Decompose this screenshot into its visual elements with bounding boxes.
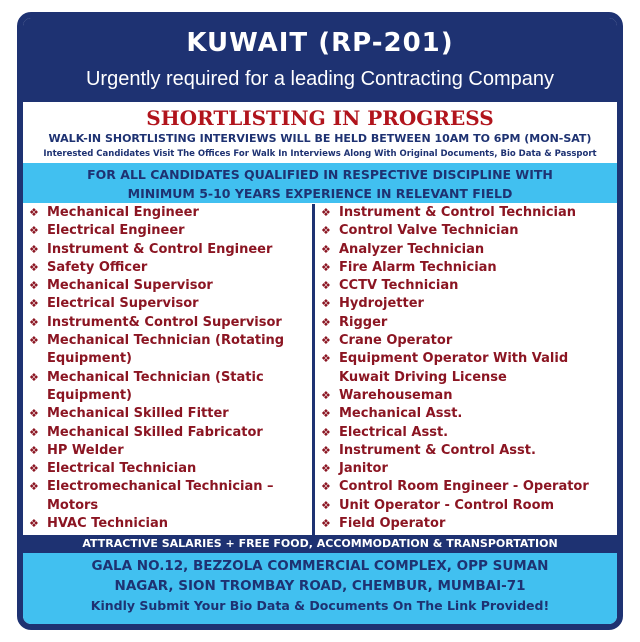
diamond-bullet-icon: ❖ [321, 498, 331, 512]
diamond-bullet-icon: ❖ [29, 334, 39, 348]
position-item [321, 314, 621, 332]
position-title: Rigger [339, 314, 388, 330]
diamond-bullet-icon: ❖ [321, 297, 331, 311]
diamond-bullet-icon: ❖ [321, 480, 331, 494]
position-title: HVAC Technician [47, 516, 169, 532]
position-title: Analyzer Technician [339, 241, 485, 257]
diamond-bullet-icon: ❖ [29, 279, 39, 293]
position-item [29, 204, 312, 222]
position-item [29, 222, 312, 240]
diamond-bullet-icon: ❖ [321, 206, 331, 219]
position-title: Electromechanical Technician – Motors [47, 479, 274, 513]
position-item [321, 442, 621, 460]
positions-columns [23, 204, 617, 535]
diamond-bullet-icon: ❖ [321, 242, 331, 256]
positions-left-column [29, 204, 315, 535]
position-title: Crane Operator [339, 333, 453, 349]
diamond-bullet-icon: ❖ [29, 224, 39, 238]
position-item [321, 460, 621, 478]
address-line-2: NAGAR, SION TROMBAY ROAD, CHEMBUR, MUMBAI-71 [114, 578, 526, 594]
position-item [321, 295, 621, 313]
walkin-interview-notice: WALK-IN SHORTLISTING INTERVIEWS WILL BE HELD BETWEEN 10AM TO 6PM (MON-SAT) [48, 132, 592, 145]
diamond-bullet-icon: ❖ [321, 334, 331, 348]
position-item [321, 405, 621, 423]
diamond-bullet-icon: ❖ [321, 260, 331, 274]
position-title: Warehouseman [339, 387, 453, 403]
position-item [321, 515, 621, 533]
position-item [321, 259, 621, 277]
shortlisting-status: SHORTLISTING IN PROGRESS [146, 106, 494, 130]
position-item [29, 460, 312, 478]
job-poster [17, 12, 623, 630]
qualification-band [23, 163, 617, 203]
diamond-bullet-icon: ❖ [29, 480, 39, 494]
benefits-band: ATTRACTIVE SALARIES + FREE FOOD, ACCOMMODATION & TRANSPORTATION [23, 535, 617, 553]
position-title: Unit Operator - Control Room [339, 497, 555, 513]
position-item [29, 442, 312, 460]
diamond-bullet-icon: ❖ [29, 297, 39, 311]
diamond-bullet-icon: ❖ [29, 315, 39, 329]
diamond-bullet-icon: ❖ [29, 370, 39, 384]
diamond-bullet-icon: ❖ [321, 443, 331, 457]
position-title: Instrument & Control Asst. [339, 442, 536, 458]
position-title: Mechanical Supervisor [47, 278, 213, 294]
position-title: Fire Alarm Technician [339, 259, 497, 275]
position-title: Mechanical Technician (Rotating Equipment) [47, 333, 285, 367]
diamond-bullet-icon: ❖ [321, 279, 331, 293]
address-band [23, 553, 617, 624]
diamond-bullet-icon: ❖ [29, 443, 39, 457]
position-item [321, 497, 621, 515]
position-title: Mechanical Engineer [47, 205, 199, 220]
position-title: Field Operator [339, 516, 446, 532]
position-title: Electrical Engineer [47, 223, 185, 239]
position-title: Electrical Asst. [339, 424, 449, 440]
position-title: Instrument & Control Technician [339, 205, 577, 220]
position-title: Electrical Supervisor [47, 296, 199, 312]
position-title: Safety Officer [47, 259, 148, 275]
position-item [321, 222, 621, 240]
position-item [321, 241, 621, 259]
position-item [29, 259, 312, 277]
office-address [23, 553, 617, 596]
submit-notice: Kindly Submit Your Bio Data & Documents On The Link Provided! [90, 598, 550, 613]
position-title: Mechanical Skilled Fitter [47, 406, 229, 422]
position-item [29, 405, 312, 423]
position-item [321, 350, 621, 387]
position-title: Janitor [339, 461, 388, 477]
position-title: Control Room Engineer - Operator [339, 479, 589, 495]
address-line-1: GALA NO.12, BEZZOLA COMMERCIAL COMPLEX, OPP SUMAN [91, 558, 549, 574]
position-title: Control Valve Technician [339, 223, 519, 239]
diamond-bullet-icon: ❖ [321, 517, 331, 531]
position-title: Mechanical Technician (Static Equipment) [47, 369, 264, 403]
qualification-line-1: FOR ALL CANDIDATES QUALIFIED IN RESPECTIVE DISCIPLINE WITH [87, 167, 553, 182]
diamond-bullet-icon: ❖ [29, 425, 39, 439]
position-item [29, 332, 312, 369]
position-item [321, 424, 621, 442]
position-item [29, 369, 312, 406]
position-item [29, 515, 312, 533]
position-item [321, 204, 621, 222]
position-title: CCTV Technician [339, 278, 459, 294]
position-item [321, 277, 621, 295]
position-item [321, 332, 621, 350]
diamond-bullet-icon: ❖ [321, 425, 331, 439]
position-item [29, 314, 312, 332]
diamond-bullet-icon: ❖ [321, 315, 331, 329]
position-title: HP Welder [47, 442, 124, 458]
diamond-bullet-icon: ❖ [321, 407, 331, 421]
header-band [23, 18, 617, 102]
position-title: Mechanical Skilled Fabricator [47, 424, 263, 440]
position-title: Mechanical Asst. [339, 406, 463, 422]
position-item [29, 424, 312, 442]
position-title: Instrument & Control Engineer [47, 241, 273, 257]
position-item [29, 478, 312, 515]
position-title: Hydrojetter [339, 296, 424, 312]
position-item [321, 387, 621, 405]
position-title: Equipment Operator With Valid Kuwait Driving License [339, 351, 569, 385]
position-item [29, 277, 312, 295]
diamond-bullet-icon: ❖ [321, 224, 331, 238]
diamond-bullet-icon: ❖ [29, 407, 39, 421]
qualification-line-2: MINIMUM 5-10 YEARS EXPERIENCE IN RELEVANT FIELD [127, 186, 513, 201]
poster-subtitle: Urgently required for a leading Contracting Company [85, 68, 555, 90]
position-item [29, 241, 312, 259]
position-title: Instrument& Control Supervisor [47, 314, 282, 330]
position-title: Electrical Technician [47, 461, 197, 477]
diamond-bullet-icon: ❖ [29, 242, 39, 256]
diamond-bullet-icon: ❖ [29, 206, 39, 219]
diamond-bullet-icon: ❖ [29, 517, 39, 531]
diamond-bullet-icon: ❖ [321, 462, 331, 476]
positions-right-column [321, 204, 621, 535]
diamond-bullet-icon: ❖ [29, 462, 39, 476]
position-item [29, 295, 312, 313]
position-item [321, 478, 621, 496]
poster-title: KUWAIT (RP-201) [186, 28, 454, 58]
diamond-bullet-icon: ❖ [321, 388, 331, 402]
diamond-bullet-icon: ❖ [321, 352, 331, 366]
visit-instructions: Interested Candidates Visit The Offices For Walk In Interviews Along With Original Documents, Bio Data & Passport [43, 149, 597, 159]
diamond-bullet-icon: ❖ [29, 260, 39, 274]
